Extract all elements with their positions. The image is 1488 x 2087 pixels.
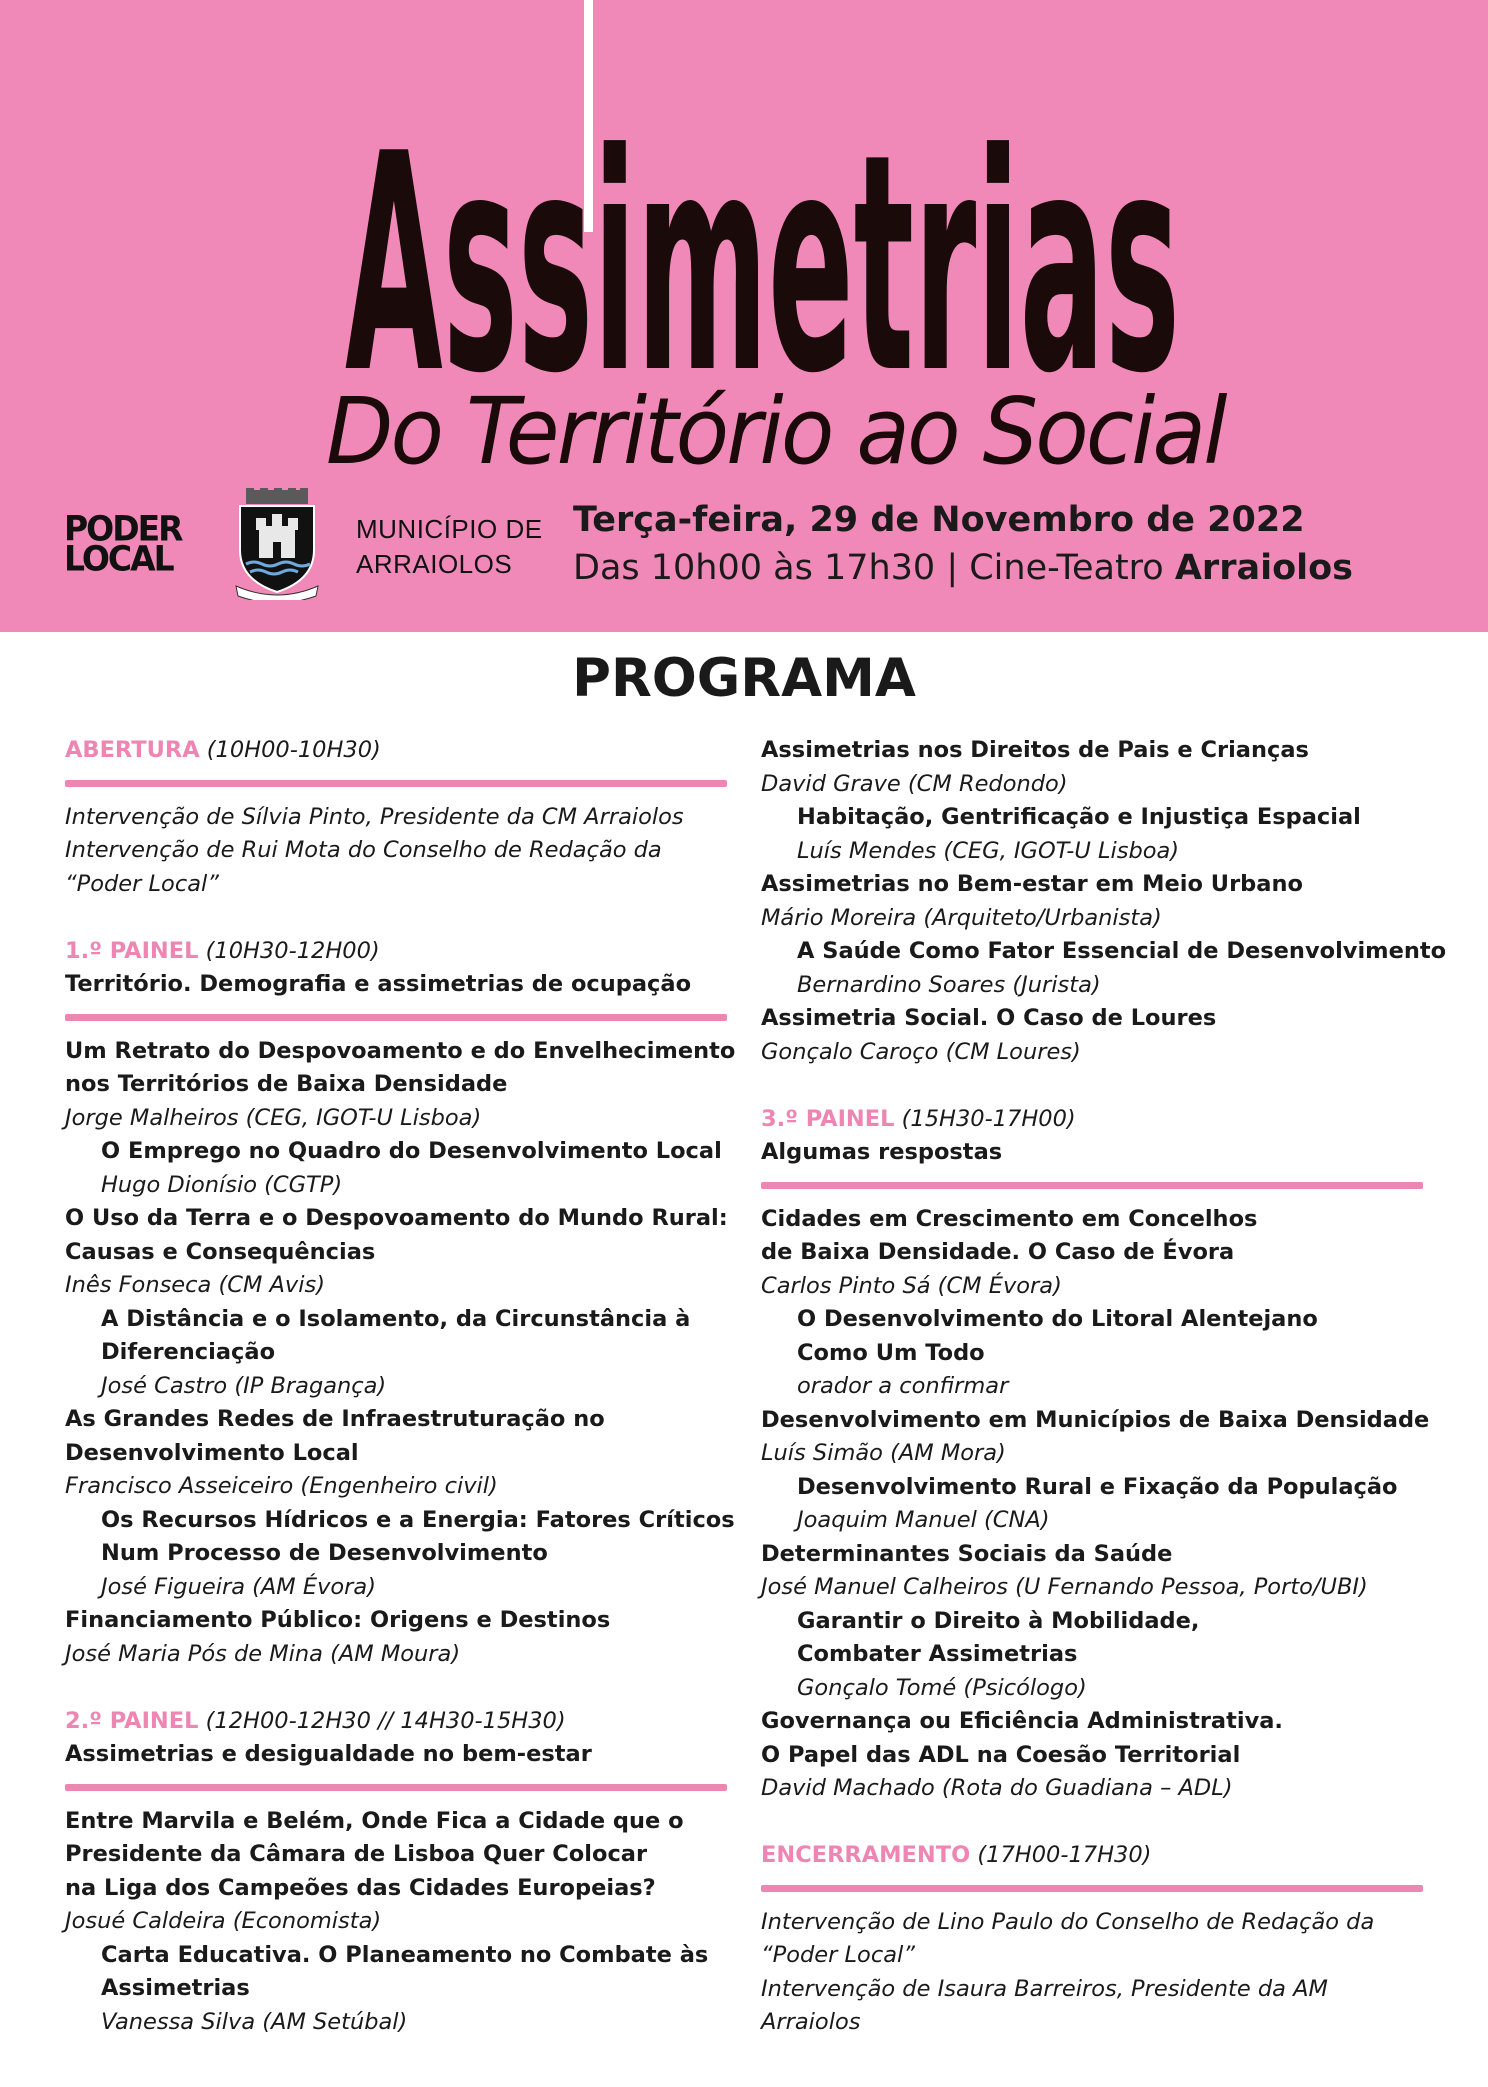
- talk-title: Desenvolvimento em Municípios de Baixa Densidade: [761, 1406, 1430, 1433]
- encerramento-line: Intervenção de Isaura Barreiros, Presidente da AM: [761, 1975, 1328, 2002]
- talk-title: O Papel das ADL na Coesão Territorial: [761, 1741, 1241, 1768]
- encerramento-label: ENCERRAMENTO: [761, 1842, 971, 1868]
- talk-title: Habitação, Gentrificação e Injustiça Espacial: [797, 804, 1361, 830]
- talk-title: Entre Marvila e Belém, Onde Fica a Cidade que o: [65, 1807, 684, 1834]
- talk-item: [761, 801, 1433, 868]
- encerramento-line: “Poder Local”: [761, 1942, 915, 1968]
- abertura-label: ABERTURA: [65, 737, 200, 763]
- abertura-line: Intervenção de Rui Mota do Conselho de Redação da: [65, 837, 662, 863]
- talk-title: Cidades em Crescimento em Concelhos: [761, 1205, 1258, 1232]
- abertura-line: “Poder Local”: [65, 870, 219, 897]
- talk-title: A Distância e o Isolamento, da Circunstância à: [101, 1305, 691, 1332]
- talk-speaker: Francisco Asseiceiro (Engenheiro civil): [65, 1473, 498, 1499]
- encerramento-line: Intervenção de Lino Paulo do Conselho de Redação da: [761, 1908, 1375, 1935]
- talk-title: O Desenvolvimento do Litoral Alentejano: [797, 1306, 1318, 1332]
- talk-title: nos Territórios de Baixa Densidade: [65, 1071, 508, 1097]
- painel1-time: (10H30-12H00): [205, 937, 380, 964]
- talk-speaker: Inês Fonseca (CM Avis): [65, 1272, 325, 1298]
- talk-item: [761, 1404, 1433, 1471]
- talk-speaker: Josué Caldeira (Economista): [65, 1908, 382, 1934]
- talk-item: [65, 1035, 737, 1136]
- talk-title: O Emprego no Quadro do Desenvolvimento Local: [101, 1138, 722, 1164]
- abertura-heading: [65, 734, 737, 768]
- talk-item: [65, 1805, 737, 1939]
- talk-title: Desenvolvimento Rural e Fixação da População: [797, 1473, 1398, 1500]
- talk-item: [761, 1002, 1433, 1069]
- talk-item: [65, 1303, 737, 1404]
- talk-item: [761, 1538, 1433, 1605]
- arraiolos-coat-of-arms-icon: [232, 488, 322, 600]
- municipio-line2: ARRAIOLOS: [356, 549, 513, 579]
- talk-item: [761, 935, 1447, 1002]
- painel2-time: (12H00-12H30 // 14H30-15H30): [205, 1707, 566, 1734]
- poder-local-logo-line2: LOCAL: [64, 538, 173, 579]
- event-title-text: Assimetrias: [345, 90, 1180, 398]
- event-subtitle: Do Território ao Social: [326, 378, 1225, 485]
- talk-speaker: Joaquim Manuel (CNA): [797, 1507, 1050, 1533]
- talk-speaker: Mário Moreira (Arquiteto/Urbanista): [761, 904, 1162, 931]
- talk-speaker: Bernardino Soares (Jurista): [797, 971, 1101, 998]
- talk-title: na Liga dos Campeões das Cidades Europeias?: [65, 1874, 656, 1901]
- talk-item: [65, 1504, 737, 1605]
- poder-local-logo: [64, 508, 196, 579]
- talk-speaker: orador a confirmar: [797, 1373, 1009, 1399]
- talk-title: de Baixa Densidade. O Caso de Évora: [761, 1239, 1235, 1265]
- talk-speaker: Luís Simão (AM Mora): [761, 1440, 1006, 1466]
- talk-title: Causas e Consequências: [65, 1238, 376, 1265]
- talk-title: O Uso da Terra e o Despovoamento do Mundo Rural:: [65, 1205, 728, 1231]
- painel1-theme: Território. Demografia e assimetrias de ocupação: [65, 971, 692, 997]
- talk-title: Presidente da Câmara de Lisboa Quer Colocar: [65, 1841, 648, 1867]
- talk-item: [65, 1604, 737, 1671]
- talk-title: Como Um Todo: [797, 1339, 985, 1366]
- talk-title: Um Retrato do Despovoamento e do Envelhecimento: [65, 1037, 736, 1064]
- talk-speaker: Vanessa Silva (AM Setúbal): [101, 2008, 408, 2035]
- abertura-line: Intervenção de Sílvia Pinto, Presidente da CM Arraiolos: [65, 803, 684, 830]
- event-time-place: [573, 548, 1353, 588]
- section-divider: [761, 1885, 1423, 1892]
- talk-title: Assimetrias no Bem-estar em Meio Urbano: [761, 871, 1303, 897]
- encerramento-heading: [761, 1839, 1433, 1873]
- talk-title: Financiamento Público: Origens e Destinos: [65, 1607, 611, 1633]
- abertura-time: (10H00-10H30): [206, 737, 381, 763]
- section-divider: [65, 1784, 727, 1791]
- talk-title: Garantir o Direito à Mobilidade,: [797, 1607, 1200, 1634]
- talk-speaker: José Maria Pós de Mina (AM Moura): [65, 1640, 461, 1667]
- header-banner: [0, 0, 1488, 632]
- event-place: Arraiolos: [1174, 548, 1353, 588]
- talk-title: Governança ou Eficiência Administrativa.: [761, 1708, 1283, 1734]
- talk-speaker: Carlos Pinto Sá (CM Évora): [761, 1272, 1062, 1299]
- talk-item: [761, 1605, 1433, 1706]
- talk-title: As Grandes Redes de Infraestruturação no: [65, 1406, 605, 1432]
- talk-title: Desenvolvimento Local: [65, 1439, 359, 1466]
- talk-speaker: Gonçalo Tomé (Psicólogo): [797, 1674, 1087, 1701]
- talk-title: Os Recursos Hídricos e a Energia: Fatores Críticos: [101, 1506, 735, 1533]
- programa-left-column: [65, 734, 737, 2039]
- painel2-label: 2.º PAINEL: [65, 1707, 199, 1734]
- section-divider: [761, 1182, 1423, 1189]
- event-title: [345, 78, 1185, 398]
- section-divider: [65, 780, 727, 787]
- programa-heading: PROGRAMA: [572, 648, 916, 709]
- talk-item: [65, 1939, 737, 2040]
- talk-item: [761, 1705, 1433, 1806]
- talk-title: Combater Assimetrias: [797, 1641, 1078, 1667]
- painel1-label: 1.º PAINEL: [65, 937, 199, 964]
- painel1-heading: [65, 935, 737, 969]
- talk-title: Num Processo de Desenvolvimento: [101, 1540, 548, 1566]
- talk-speaker: David Machado (Rota do Guadiana – ADL): [761, 1775, 1233, 1801]
- talk-item: [65, 1202, 737, 1303]
- talk-title: Diferenciação: [101, 1339, 276, 1365]
- programa-right-column: [761, 734, 1447, 2040]
- talk-speaker: Hugo Dionísio (CGTP): [101, 1171, 343, 1198]
- municipio-line1: MUNICÍPIO DE: [356, 514, 543, 544]
- encerramento-line: Arraiolos: [761, 2009, 861, 2035]
- painel3-heading: [761, 1103, 1433, 1137]
- painel3-label: 3.º PAINEL: [761, 1105, 895, 1132]
- talk-speaker: José Castro (IP Bragança): [101, 1372, 387, 1399]
- encerramento-time: (17H00-17H30): [977, 1842, 1152, 1868]
- municipio-logo-text: [356, 512, 543, 582]
- painel3-time: (15H30-17H00): [901, 1105, 1076, 1132]
- talk-title: Assimetrias: [101, 1975, 250, 2001]
- talk-item: [761, 1303, 1433, 1404]
- event-time: Das 10h00 às 17h30 | Cine-Teatro: [573, 548, 1175, 588]
- poder-local-logo-line1: PODER: [64, 508, 182, 549]
- event-date: Terça-feira, 29 de Novembro de 2022: [573, 500, 1305, 540]
- talk-speaker: José Figueira (AM Évora): [101, 1573, 376, 1600]
- talk-title: A Saúde Como Fator Essencial de Desenvolvimento: [797, 938, 1447, 964]
- talk-item: [761, 868, 1433, 935]
- painel3-theme: Algumas respostas: [761, 1139, 1003, 1165]
- talk-item: [761, 734, 1433, 801]
- talk-item: [65, 1135, 737, 1202]
- talk-item: [65, 1403, 737, 1504]
- talk-speaker: José Manuel Calheiros (U Fernando Pessoa, Porto/UBI): [761, 1574, 1368, 1600]
- talk-speaker: Jorge Malheiros (CEG, IGOT-U Lisboa): [65, 1104, 482, 1131]
- talk-title: Assimetrias nos Direitos de Pais e Crianças: [761, 737, 1309, 763]
- talk-item: [761, 1203, 1433, 1304]
- talk-title: Determinantes Sociais da Saúde: [761, 1540, 1173, 1567]
- painel2-heading: [65, 1705, 737, 1739]
- painel2-theme: Assimetrias e desigualdade no bem-estar: [65, 1741, 592, 1767]
- section-divider: [65, 1014, 727, 1021]
- talk-speaker: Gonçalo Caroço (CM Loures): [761, 1038, 1081, 1065]
- talk-title: Assimetria Social. O Caso de Loures: [761, 1005, 1217, 1031]
- talk-speaker: Luís Mendes (CEG, IGOT-U Lisboa): [797, 837, 1180, 864]
- talk-item: [761, 1471, 1433, 1538]
- talk-title: Carta Educativa. O Planeamento no Combate às: [101, 1941, 709, 1968]
- talk-speaker: David Grave (CM Redondo): [761, 770, 1068, 797]
